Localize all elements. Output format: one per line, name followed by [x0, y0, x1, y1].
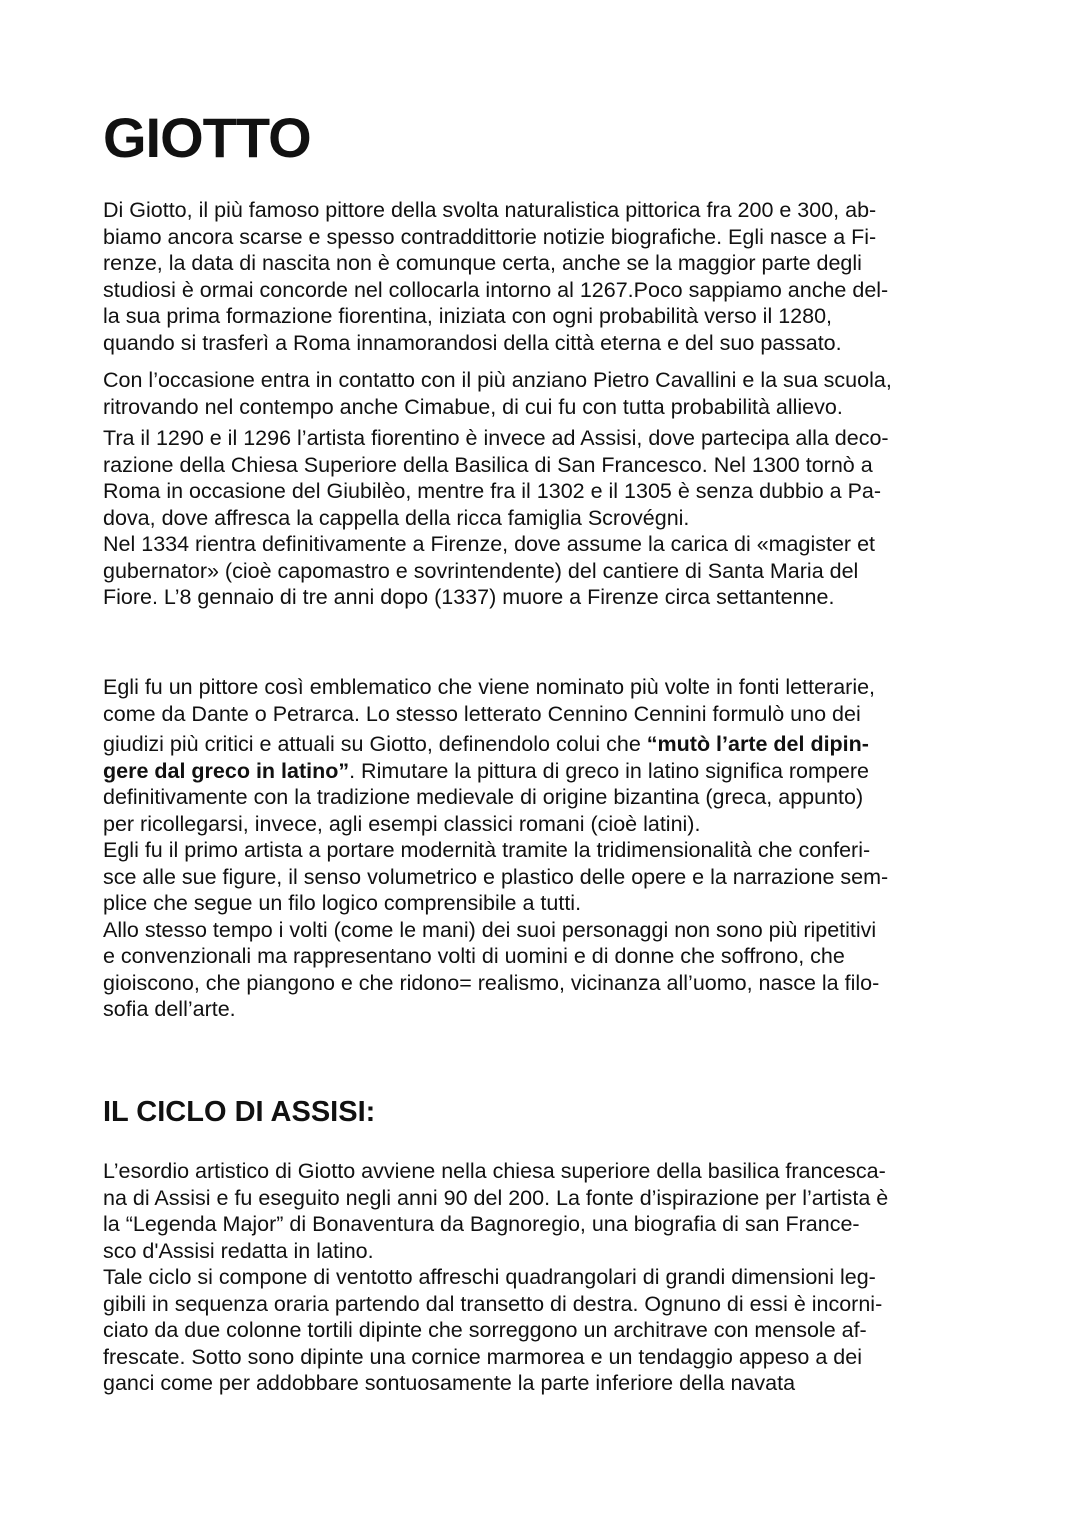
text-line: come da Dante o Petrarca. Lo stesso letterato Cennino Cennini formulò uno dei — [103, 701, 861, 726]
intro-paragraph-2 — [103, 367, 892, 420]
text-line: e convenzionali ma rappresentano volti di uomini e di donne che soffrono, che — [103, 944, 845, 968]
text-segment: . Rimutare la pittura di greco in latino significa rompere — [349, 758, 869, 783]
page-title: GIOTTO — [103, 106, 311, 169]
text-line: sce alle sue figure, il senso volumetrico e plastico delle opere e la narrazione sem- — [103, 864, 889, 889]
intro-paragraph-3 — [103, 425, 889, 611]
text-line: la “Legenda Major” di Bonaventura da Bagnoregio, una biografia di san France- — [103, 1212, 860, 1236]
text-line: per ricollegarsi, invece, agli esempi classici romani (cioè latini). — [103, 811, 701, 836]
text-line: Fiore. L’8 gennaio di tre anni dopo (1337) muore a Firenze circa settantenne. — [103, 585, 835, 609]
text-line: sco d'Assisi redatta in latino. — [103, 1238, 374, 1263]
text-line: Allo stesso tempo i volti (come le mani) dei suoi personaggi non sono più ripetitivi — [103, 917, 877, 942]
text-line: ritrovando nel contempo anche Cimabue, di cui fu con tutta probabilità allievo. — [103, 394, 843, 419]
text-line — [103, 758, 888, 785]
section-heading: IL CICLO DI ASSISI: — [103, 1096, 376, 1128]
text-line: Tra il 1290 e il 1296 l’artista fiorentino è invece ad Assisi, dove partecipa alla deco- — [103, 426, 889, 450]
style-paragraph — [103, 674, 888, 1023]
text-line: studiosi è ormai concorde nel collocarla intorno al 1267.Poco sappiamo anche del- — [103, 277, 889, 302]
text-line: gibili in sequenza oraria partendo dal transetto di destra. Ognuno di essi è incorni- — [103, 1291, 883, 1316]
text-line: Con l’occasione entra in contatto con il più anziano Pietro Cavallini e la sua scuola, — [103, 368, 892, 392]
text-line: Tale ciclo si compone di ventotto affreschi quadrangolari di grandi dimensioni leg- — [103, 1265, 876, 1289]
text-segment: giudizi più critici e attuali su Giotto, definendolo colui che — [103, 732, 647, 756]
text-line — [103, 731, 888, 758]
text-line: la sua prima formazione fiorentina, iniziata con ogni probabilità verso il 1280, — [103, 304, 833, 328]
assisi-paragraph — [103, 1158, 888, 1397]
text-line: Egli fu il primo artista a portare modernità tramite la tridimensionalità che conferi- — [103, 838, 871, 862]
text-line: biamo ancora scarse e spesso contraddittorie notizie biografiche. Egli nasce a Fi- — [103, 224, 877, 249]
text-line: ganci come per addobbare sontuosamente la parte inferiore della navata — [103, 1371, 796, 1395]
cennini-quote: “mutò l’arte del dipin- — [646, 732, 869, 756]
text-line: gioiscono, che piangono e che ridono= realismo, vicinanza all’uomo, nasce la filo- — [103, 970, 880, 995]
text-line: plice che segue un filo logico comprensibile a tutti. — [103, 891, 582, 915]
cennini-quote: gere dal greco in latino” — [103, 758, 350, 783]
text-line: frescate. Sotto sono dipinte una cornice marmorea e un tendaggio appeso a dei — [103, 1344, 862, 1369]
intro-paragraph-1 — [103, 197, 888, 356]
text-line: Nel 1334 rientra definitivamente a Firenze, dove assume la carica di «magister et — [103, 532, 875, 556]
text-line: sofia dell’arte. — [103, 997, 236, 1021]
text-line: ciato da due colonne tortili dipinte che sorreggono un architrave con mensole af- — [103, 1318, 867, 1342]
text-line: na di Assisi e fu eseguito negli anni 90 del 200. La fonte d’ispirazione per l’artista è — [103, 1185, 889, 1210]
text-line: definitivamente con la tradizione medievale di origine bizantina (greca, appunto) — [103, 785, 864, 809]
text-line: dova, dove affresca la cappella della ricca famiglia Scrovégni. — [103, 505, 690, 530]
text-line: L’esordio artistico di Giotto avviene nella chiesa superiore della basilica francesca- — [103, 1159, 886, 1183]
text-line: renze, la data di nascita non è comunque certa, anche se la maggior parte degli — [103, 251, 862, 275]
text-line: quando si trasferì a Roma innamorandosi della città eterna e del suo passato. — [103, 330, 842, 355]
text-line: Roma in occasione del Giubilèo, mentre fra il 1302 e il 1305 è senza dubbio a Pa- — [103, 479, 882, 503]
text-line: Di Giotto, il più famoso pittore della svolta naturalistica pittorica fra 200 e 300, ab- — [103, 198, 877, 222]
text-line: razione della Chiesa Superiore della Basilica di San Francesco. Nel 1300 tornò a — [103, 452, 873, 477]
text-line: Egli fu un pittore così emblematico che viene nominato più volte in fonti letterarie, — [103, 675, 876, 699]
text-line: gubernator» (cioè capomastro e sovrintendente) del cantiere di Santa Maria del — [103, 558, 859, 583]
